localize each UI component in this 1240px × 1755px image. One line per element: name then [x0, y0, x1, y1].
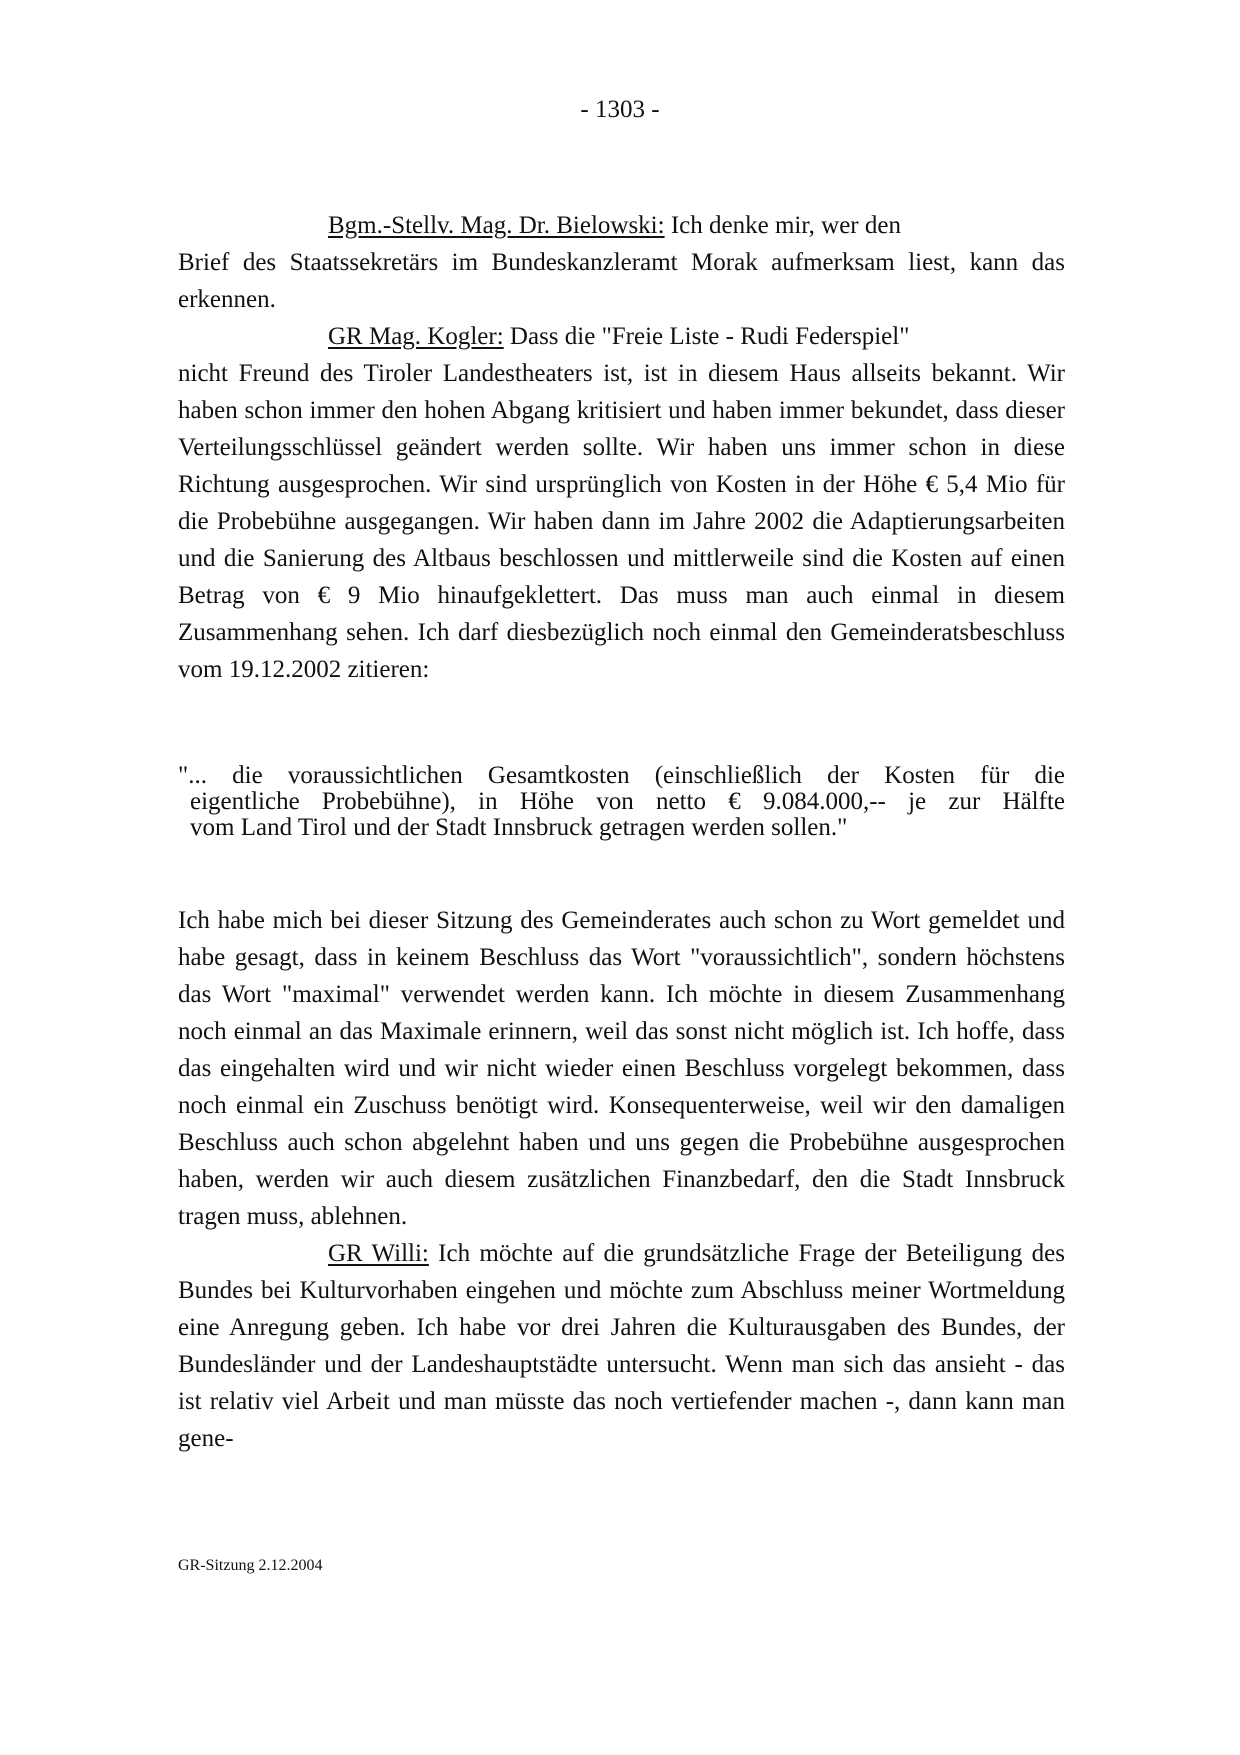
page-number: - 1303 - [580, 96, 660, 123]
speech-start-kogler: Dass die "Freie Liste - Rudi Federspiel" [503, 323, 910, 350]
speech-text-kogler: nicht Freund des Tiroler Landestheaters ist, ist in diesem Haus allseits bekannt. Wir haben schon immer den hohen Abgang kritisiert und haben immer bekundet, dass dieser Verteilungsschlüssel geändert werden sollte. Wir haben uns immer schon in diese Richtung ausgesprochen. Wir sind ursprünglich von Kosten in der Höhe € 5,4 Mio für die Probebühne ausgegangen. Wir haben dann im Jahre 2002 die Adaptierungsarbeiten und die Sanierung des Altbaus beschlossen und mittlerweile sind die Kosten auf einen Betrag von € 9 Mio hinaufgeklettert. Das muss man auch einmal in diesem Zusammenhang sehen. Ich darf diesbezüglich noch einmal den Gemeinderatsbeschluss vom 19.12.2002 zitieren: [178, 360, 1065, 683]
council-resolution-quote [178, 763, 1065, 841]
speaker-name-kogler: GR Mag. Kogler: [328, 323, 504, 350]
speech-text-willi: Ich möchte auf die grundsätzliche Frage der Beteiligung des Bundes bei Kulturvorhaben eingehen und möchte zum Abschluss meiner Wortmeldung eine Anregung geben. Ich habe vor drei Jahren die Kulturausgaben des Bundes, der Bundesländer und der Landeshauptstädte untersucht. Wenn man sich das ansieht - das ist relativ viel Arbeit und man müsste das noch vertiefender machen -, dann kann man gene- [178, 1240, 1065, 1452]
section-continuation [178, 902, 1065, 1457]
speaker-name-bielowski: Bgm.-Stellv. Mag. Dr. Bielowski: [328, 212, 665, 239]
paragraph-bielowski [178, 207, 1065, 318]
speaker-name-willi: GR Willi: [328, 1240, 429, 1267]
speaker-line-kogler [178, 318, 1065, 355]
paragraph-kogler [178, 318, 1065, 688]
footer-session-date: GR-Sitzung 2.12.2004 [178, 1557, 323, 1574]
paragraph-kogler-continued: Ich habe mich bei dieser Sitzung des Gemeinderates auch schon zu Wort gemeldet und habe gesagt, dass in keinem Beschluss das Wort "voraussichtlich", sondern höchstens das Wort "maximal" verwendet werden kann. Ich möchte in diesem Zusammenhang noch einmal an das Maximale erinnern, weil das sonst nicht möglich ist. Ich hoffe, dass das eingehalten wird und wir nicht wieder einen Beschluss vorgelegt bekommen, dass noch einmal ein Zuschuss benötigt wird. Konsequenterweise, weil wir den damaligen Beschluss auch schon abgelehnt haben und uns gegen die Probebühne ausgesprochen haben, werden wir auch diesem zusätzlichen Finanzbedarf, den die Stadt Innsbruck tragen muss, ablehnen. [178, 907, 1065, 1230]
quote-line-2: eigentliche Probebühne), in Höhe von netto € 9.084.000,-- je zur Hälfte [190, 788, 1065, 815]
speaker-line-bielowski [178, 207, 1065, 244]
paragraph-willi [178, 1235, 1065, 1457]
section-first-speeches [178, 207, 1065, 688]
quote-line-1: "... die voraussichtlichen Gesamtkosten (einschließlich der Kosten für die [178, 762, 1065, 789]
speech-text-bielowski: Brief des Staatssekretärs im Bundeskanzleramt Morak aufmerksam liest, kann das erkennen. [178, 249, 1065, 313]
quote-line-3: vom Land Tirol und der Stadt Innsbruck getragen werden sollen." [190, 814, 848, 841]
speech-start-bielowski: Ich denke mir, wer den [664, 212, 901, 239]
